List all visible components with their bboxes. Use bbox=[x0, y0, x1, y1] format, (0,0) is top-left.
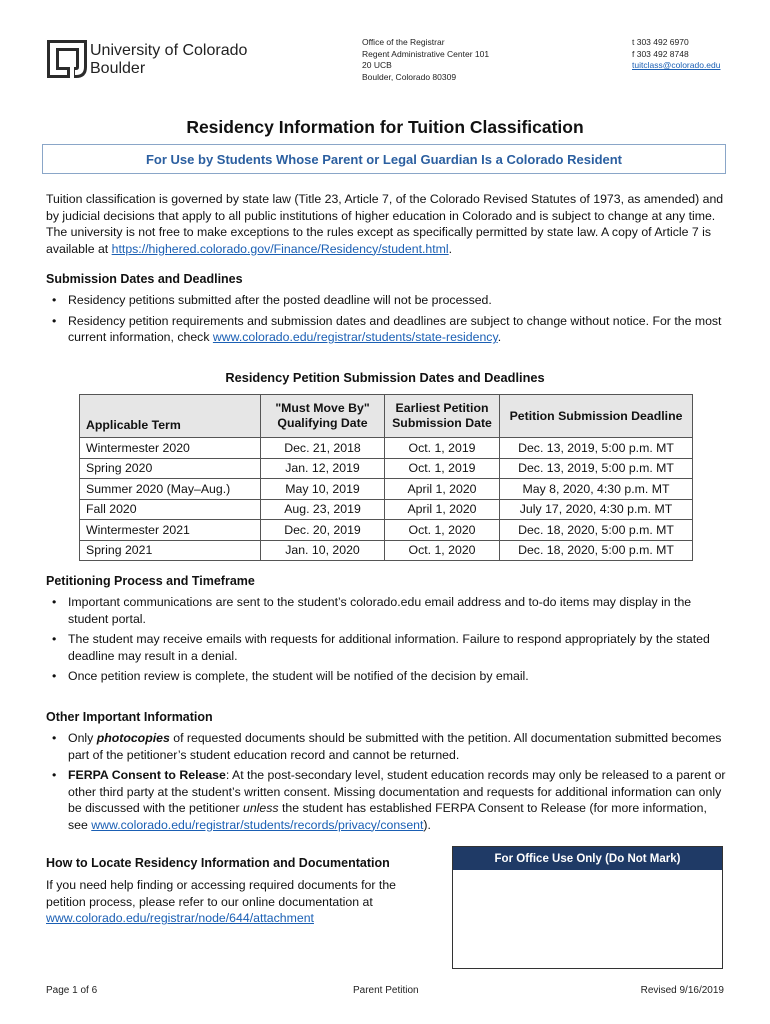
col-header-earliest: Earliest Petition Submission Date bbox=[385, 395, 500, 438]
cu-logo bbox=[44, 37, 88, 81]
page-number: Page 1 of 6 bbox=[46, 985, 98, 996]
cell-term: Summer 2020 (May–Aug.) bbox=[80, 479, 261, 500]
cell-term: Fall 2020 bbox=[80, 499, 261, 520]
cell-move-by: Dec. 21, 2018 bbox=[261, 438, 385, 459]
cell-deadline: Dec. 13, 2019, 5:00 p.m. MT bbox=[500, 438, 693, 459]
table-header-row bbox=[80, 395, 693, 438]
cell-term: Wintermester 2020 bbox=[80, 438, 261, 459]
cell-move-by: Jan. 12, 2019 bbox=[261, 458, 385, 479]
cell-earliest: Oct. 1, 2019 bbox=[385, 438, 500, 459]
col-header-deadline: Petition Submission Deadline bbox=[500, 395, 693, 438]
cell-earliest: April 1, 2020 bbox=[385, 479, 500, 500]
list-item: • Important communications are sent to the student’s colorado.edu email address and to-do items may display in the student portal. bbox=[46, 594, 730, 627]
contact-info bbox=[632, 37, 720, 72]
cell-earliest: Oct. 1, 2020 bbox=[385, 540, 500, 561]
cell-deadline: July 17, 2020, 4:30 p.m. MT bbox=[500, 499, 693, 520]
deadlines-table bbox=[79, 394, 693, 561]
office-use-box bbox=[452, 846, 723, 969]
locate-paragraph: If you need help finding or accessing required documents for the petition process, please refer to our online documentation at www.colorado.edu/registrar/node/644/attachment bbox=[46, 878, 396, 925]
list-item: • The student may receive emails with requests for additional information. Failure to respond appropriately by the stated deadline may result in a denial. bbox=[46, 631, 730, 664]
col-header-move-by: "Must Move By" Qualifying Date bbox=[261, 395, 385, 438]
emphasis-text: photocopies bbox=[96, 731, 170, 745]
list-item: • Residency petitions submitted after the posted deadline will not be processed. bbox=[46, 292, 726, 309]
cell-move-by: May 10, 2019 bbox=[261, 479, 385, 500]
cell-deadline: Dec. 18, 2020, 5:00 p.m. MT bbox=[500, 540, 693, 561]
cell-deadline: Dec. 18, 2020, 5:00 p.m. MT bbox=[500, 520, 693, 541]
table-row bbox=[80, 520, 693, 541]
list-item: • Once petition review is complete, the student will be notified of the decision by email. bbox=[46, 668, 730, 685]
table-title: Residency Petition Submission Dates and Deadlines bbox=[225, 370, 545, 385]
state-residency-link[interactable]: www.colorado.edu/registrar/students/state-residency bbox=[212, 330, 498, 344]
university-name: University of Colorado bbox=[90, 42, 248, 59]
article7-link[interactable]: https://highered.colorado.gov/Finance/Residency/student.html bbox=[111, 241, 449, 256]
subtitle-text: For Use by Students Whose Parent or Legal Guardian Is a Colorado Resident bbox=[145, 151, 623, 167]
cell-move-by: Aug. 23, 2019 bbox=[261, 499, 385, 520]
subtitle-banner bbox=[42, 144, 726, 174]
table-row bbox=[80, 458, 693, 479]
revision-date: Revised 9/16/2019 bbox=[640, 985, 724, 996]
table-row bbox=[80, 499, 693, 520]
process-list bbox=[46, 594, 730, 689]
cell-term: Spring 2021 bbox=[80, 540, 261, 561]
list-item: • Only photocopies of requested documents should be submitted with the petition. All documentation submitted becomes part of the petitioner’s student education record and cannot be returned. bbox=[46, 730, 730, 763]
locate-heading: How to Locate Residency Information and Documentation bbox=[46, 856, 390, 870]
phone-number: t 303 492 6970 bbox=[632, 37, 689, 47]
address-line: 20 UCB bbox=[362, 60, 392, 70]
cell-earliest: Oct. 1, 2019 bbox=[385, 458, 500, 479]
office-use-header: For Office Use Only (Do Not Mark) bbox=[453, 847, 722, 870]
cell-deadline: Dec. 13, 2019, 5:00 p.m. MT bbox=[500, 458, 693, 479]
cell-earliest: Oct. 1, 2020 bbox=[385, 520, 500, 541]
cell-term: Spring 2020 bbox=[80, 458, 261, 479]
address-line: Office of the Registrar bbox=[362, 37, 445, 47]
address-line: Regent Administrative Center 101 bbox=[362, 48, 490, 59]
table-row bbox=[80, 540, 693, 561]
table-row bbox=[80, 438, 693, 459]
table-row bbox=[80, 479, 693, 500]
other-list bbox=[46, 730, 730, 837]
col-header-term: Applicable Term bbox=[80, 395, 261, 438]
university-wordmark bbox=[90, 42, 247, 78]
submission-list bbox=[46, 292, 726, 350]
cell-term: Wintermester 2021 bbox=[80, 520, 261, 541]
list-item: • FERPA Consent to Release: At the post-secondary level, student education records may only be released to a parent or other third party at the student’s written consent. Missing documentation and requests for additional information can only be discussed with the petitioner unless the student has established FERPA Consent to Release (for more information, see www.colorado.edu/registrar/students/records/privacy/consent). bbox=[46, 767, 730, 833]
process-heading: Petitioning Process and Timeframe bbox=[46, 574, 255, 588]
intro-paragraph: Tuition classification is governed by state law (Title 23, Article 7, of the Colorado Revised Statutes of 1973, as amended) and by judicial decisions that apply to all public institutions of higher education in Colorado and is subject to change at any time. The university is not free to make exceptions to the rules except as specifically permitted by state law. A copy of Article 7 is available at https://highered.colorado.gov/Finance/Residency/student.html. bbox=[46, 192, 724, 256]
campus-name: Boulder bbox=[90, 60, 146, 77]
other-heading: Other Important Information bbox=[46, 710, 213, 724]
cu-logo-icon bbox=[44, 37, 88, 81]
documentation-link[interactable]: www.colorado.edu/registrar/node/644/attachment bbox=[46, 911, 314, 925]
cell-move-by: Jan. 10, 2020 bbox=[261, 540, 385, 561]
footer-form-name: Parent Petition bbox=[353, 985, 419, 996]
submission-heading: Submission Dates and Deadlines bbox=[46, 272, 243, 286]
email-link[interactable]: tuitclass@colorado.edu bbox=[632, 60, 721, 70]
list-item: • Residency petition requirements and submission dates and deadlines are subject to change without notice. For the most current information, check www.colorado.edu/registrar/students/state-residency. bbox=[46, 313, 726, 346]
page-title: Residency Information for Tuition Classification bbox=[186, 117, 584, 137]
cell-earliest: April 1, 2020 bbox=[385, 499, 500, 520]
office-address bbox=[362, 37, 489, 83]
ferpa-label: FERPA Consent to Release bbox=[68, 768, 226, 782]
address-line: Boulder, Colorado 80309 bbox=[362, 71, 457, 82]
ferpa-consent-link[interactable]: www.colorado.edu/registrar/students/records/privacy/consent bbox=[91, 817, 424, 832]
cell-deadline: May 8, 2020, 4:30 p.m. MT bbox=[500, 479, 693, 500]
fax-number: f 303 492 8748 bbox=[632, 48, 689, 59]
cell-move-by: Dec. 20, 2019 bbox=[261, 520, 385, 541]
